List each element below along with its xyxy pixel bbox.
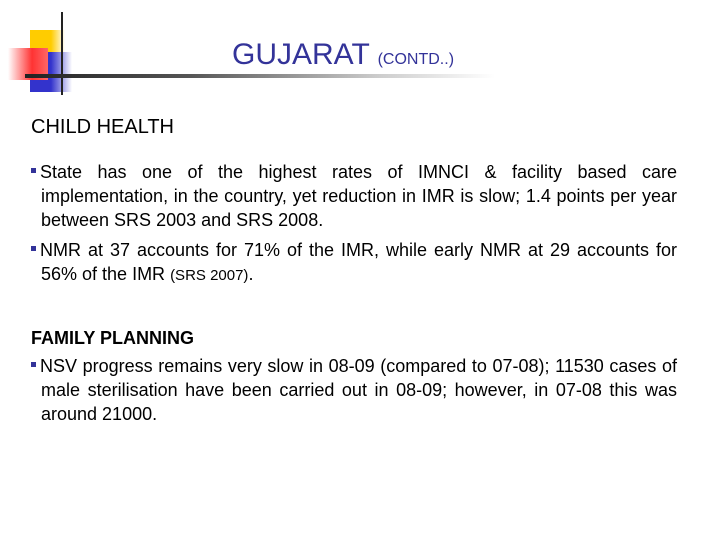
slide-content bbox=[31, 114, 677, 432]
decor-vertical-line bbox=[61, 12, 63, 95]
source-citation: (SRS 2007) bbox=[170, 267, 249, 284]
bullet-text: State has one of the highest rates of IMNCI & facility based care implementation, in the country, yet reduction in IMR is slow; 1.4 points per year between SRS 2003 and SRS 2008. bbox=[40, 162, 677, 230]
list-item bbox=[31, 354, 677, 426]
section-heading-family-planning: FAMILY PLANNING bbox=[31, 328, 195, 348]
bullet-icon bbox=[31, 168, 36, 173]
slide-title bbox=[232, 38, 454, 72]
list-item bbox=[31, 238, 677, 288]
bullet-icon bbox=[31, 362, 36, 367]
title-underline bbox=[25, 74, 495, 78]
list-item bbox=[31, 160, 677, 232]
section-heading-child-health: CHILD HEALTH bbox=[31, 116, 174, 138]
bullet-text: NSV progress remains very slow in 08-09 (compared to 07-08); 11530 cases of male sterilisation have been carried out in 08-09; however, in 07-08 this was around 21000. bbox=[40, 356, 677, 424]
title-main: GUJARAT bbox=[232, 38, 370, 71]
bullet-icon bbox=[31, 246, 36, 251]
bullet-end: . bbox=[248, 264, 254, 284]
bullet-text: NMR at 37 accounts for 71% of the IMR, while early NMR at 29 accounts for 56% of the IMR bbox=[40, 240, 677, 284]
title-sub: (CONTD..) bbox=[377, 51, 455, 68]
